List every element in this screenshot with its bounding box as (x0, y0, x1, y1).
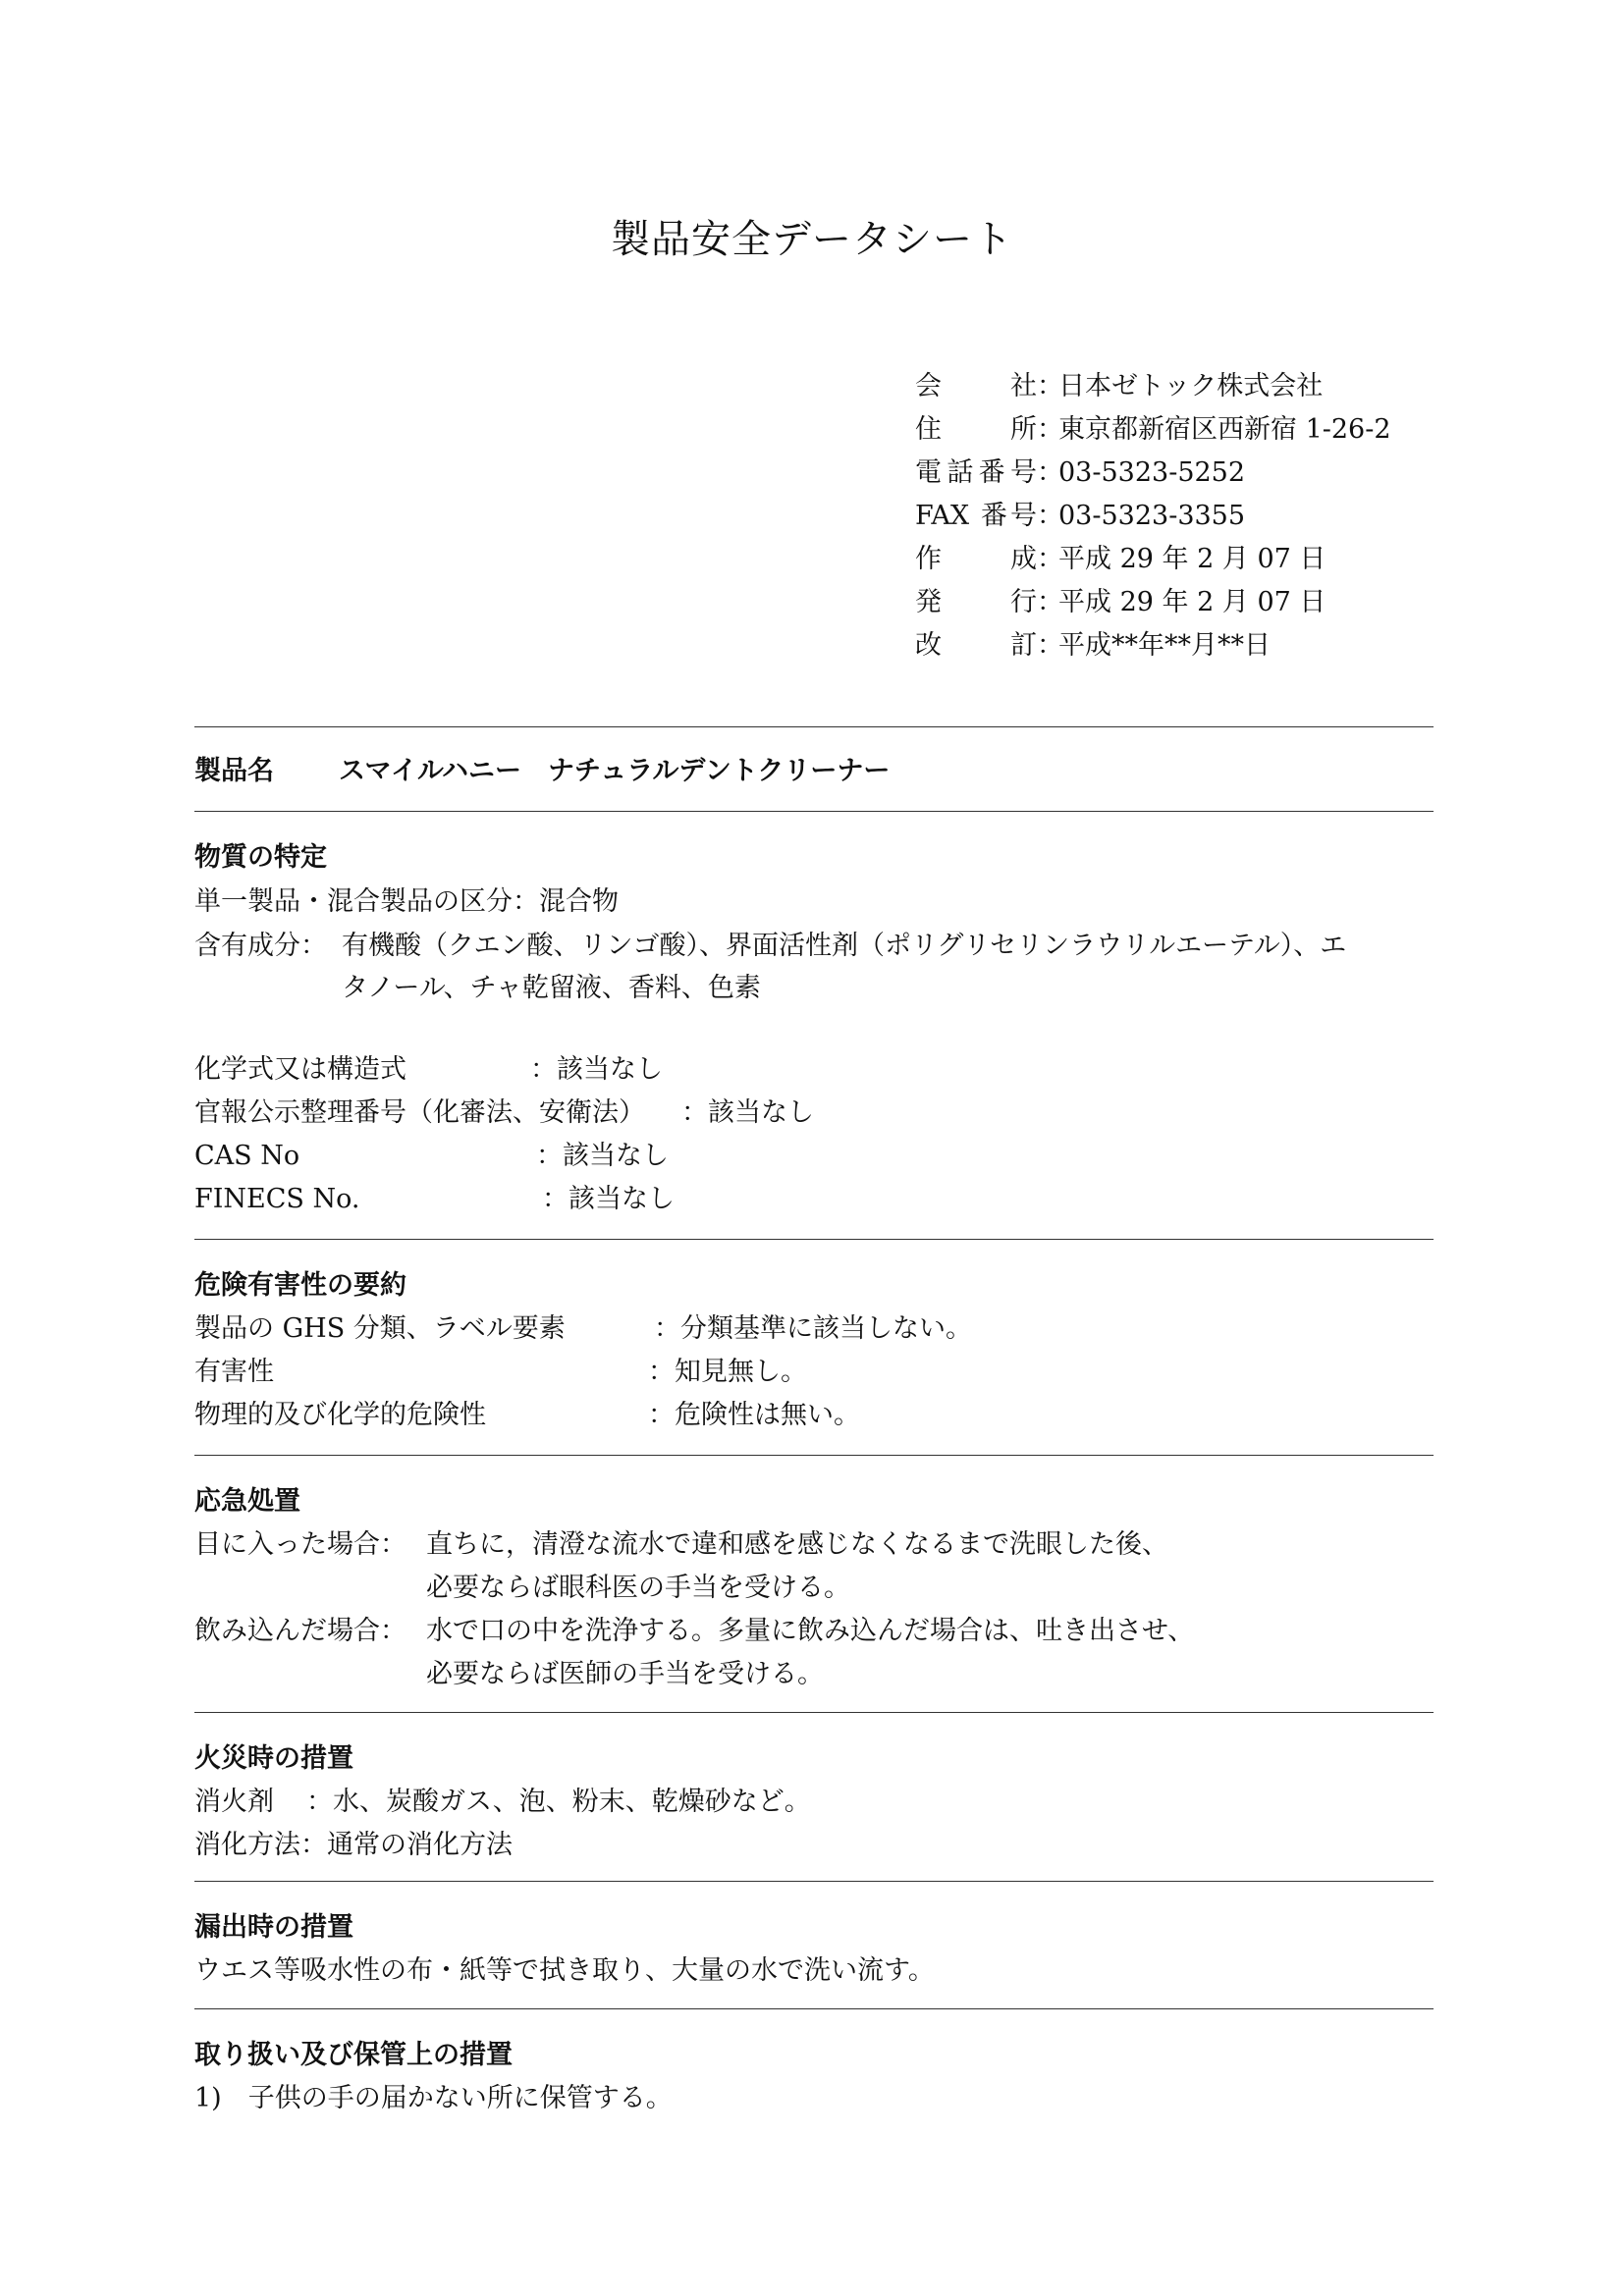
mixture-category: 単一製品・混合製品の区分：混合物 (194, 886, 619, 917)
section-heading-first-aid: 応急処置 (194, 1486, 300, 1517)
company-row-address: 住所 ： 東京都新宿区西新宿 1-26-2 (915, 408, 1391, 452)
fax-value: 03-5323-3355 (1058, 501, 1246, 531)
formula-value: ：該当なし (530, 1054, 663, 1085)
fax-label: FAX 番号 (915, 501, 1037, 531)
created-value: 平成 29 年 2 月 07 日 (1058, 544, 1326, 574)
divider (194, 1455, 1434, 1456)
ingredients-line-2: タノール、チャ乾留液、香料、色素 (342, 973, 761, 1003)
company-row-created: 作成 ： 平成 29 年 2 月 07 日 (915, 538, 1391, 581)
page-title: 製品安全データシート (611, 217, 1013, 262)
company-row-company: 会社 ： 日本ゼトック株式会社 (915, 365, 1391, 408)
toxicity-label: 有害性 (194, 1357, 274, 1387)
section-heading-hazards: 危険有害性の要約 (194, 1270, 406, 1301)
company-row-phone: 電話番号 ： 03-5323-5252 (915, 452, 1391, 495)
storage-item-1: 1) 子供の手の届かない所に保管する。 (194, 2083, 673, 2113)
address-label: 住所 (915, 414, 1037, 445)
company-row-issued: 発行 ： 平成 29 年 2 月 07 日 (915, 581, 1391, 624)
company-value: 日本ゼトック株式会社 (1058, 371, 1324, 401)
ghs-value: ：分類基準に該当しない。 (654, 1313, 972, 1344)
swallowed-label: 飲み込んだ場合： (194, 1616, 406, 1646)
phone-value: 03-5323-5252 (1058, 457, 1246, 488)
company-info (915, 365, 1391, 667)
divider (194, 811, 1434, 812)
revised-label: 改訂 (915, 630, 1037, 661)
section-heading-spill: 漏出時の措置 (194, 1912, 353, 1943)
swallowed-line-1: 水で口の中を洗浄する。多量に飲み込んだ場合は、吐き出させ、 (426, 1616, 1195, 1646)
address-value: 東京都新宿区西新宿 1-26-2 (1058, 414, 1391, 445)
extinguishing-agent-value: ：水、炭酸ガス、泡、粉末、乾燥砂など。 (306, 1787, 811, 1817)
company-row-fax: FAX 番号 ： 03-5323-3355 (915, 495, 1391, 538)
phone-label: 電話番号 (915, 457, 1037, 488)
ghs-label: 製品の GHS 分類、ラベル要素 (194, 1313, 566, 1344)
physchem-value: ：危険性は無い。 (648, 1400, 860, 1430)
created-label: 作成 (915, 544, 1037, 574)
eye-contact-line-2: 必要ならば眼科医の手当を受ける。 (426, 1573, 850, 1603)
extinguishing-method: 消化方法：通常の消化方法 (194, 1830, 513, 1860)
physchem-label: 物理的及び化学的危険性 (194, 1400, 486, 1430)
divider (194, 1239, 1434, 1240)
spill-text: ウエス等吸水性の布・紙等で拭き取り、大量の水で洗い流す。 (194, 1955, 935, 1986)
ingredients-line-1: 有機酸（クエン酸、リンゴ酸）、界面活性剤（ポリグリセリンラウリルエーテル）、エ (342, 931, 1347, 961)
finecs-label: FINECS No. (194, 1184, 360, 1214)
finecs-value: ：該当なし (542, 1184, 675, 1214)
divider (194, 726, 1434, 727)
divider (194, 1881, 1434, 1882)
cas-value: ：該当なし (536, 1141, 669, 1171)
gazette-label: 官報公示整理番号（化審法、安衛法） (194, 1097, 645, 1128)
toxicity-value: ：知見無し。 (648, 1357, 807, 1387)
section-heading-fire: 火災時の措置 (194, 1743, 353, 1774)
section-heading-identification: 物質の特定 (194, 842, 327, 873)
issued-value: 平成 29 年 2 月 07 日 (1058, 587, 1326, 617)
section-heading-storage: 取り扱い及び保管上の措置 (194, 2040, 513, 2070)
formula-label: 化学式又は構造式 (194, 1054, 406, 1085)
cas-label: CAS No (194, 1141, 300, 1171)
product-name: スマイルハニー ナチュラルデントクリーナー (339, 756, 891, 786)
extinguishing-agent-label: 消火剤 (194, 1787, 274, 1817)
product-label: 製品名 (194, 756, 274, 786)
company-label: 会社 (915, 371, 1037, 401)
swallowed-line-2: 必要ならば医師の手当を受ける。 (426, 1659, 824, 1689)
eye-contact-label: 目に入った場合： (194, 1529, 406, 1560)
divider (194, 1712, 1434, 1713)
revised-value: 平成**年**月**日 (1058, 630, 1271, 661)
issued-label: 発行 (915, 587, 1037, 617)
gazette-value: ：該当なし (681, 1097, 814, 1128)
divider (194, 2008, 1434, 2009)
eye-contact-line-1: 直ちに，清澄な流水で違和感を感じなくなるまで洗眼した後、 (426, 1529, 1168, 1560)
company-row-revised: 改訂 ： 平成**年**月**日 (915, 624, 1391, 667)
ingredients-label: 含有成分： (194, 931, 327, 961)
